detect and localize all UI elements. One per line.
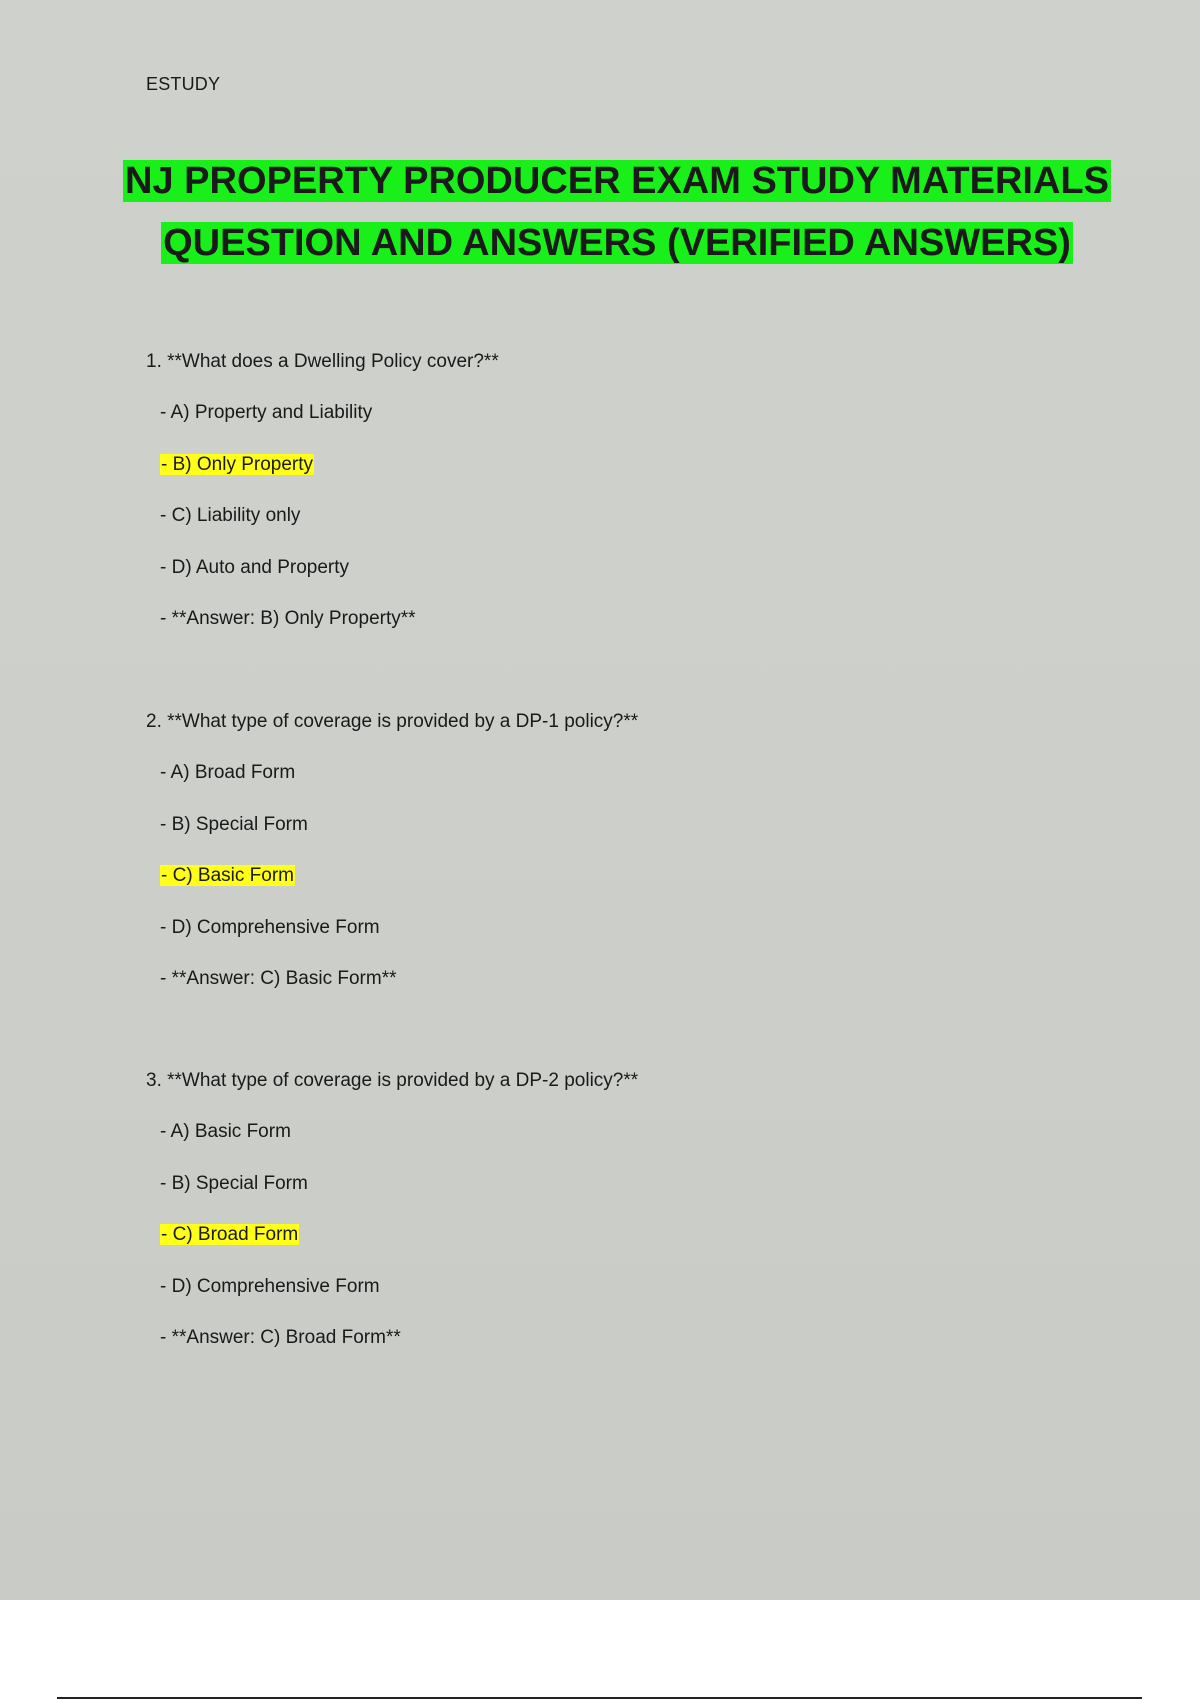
answer-line: - **Answer: C) Broad Form** bbox=[160, 1327, 401, 1348]
document-title bbox=[0, 150, 1200, 274]
option-a: - A) Basic Form bbox=[160, 1121, 291, 1142]
option-c-highlighted: - C) Broad Form bbox=[161, 1224, 299, 1245]
answer-line: - **Answer: B) Only Property** bbox=[160, 608, 416, 629]
answer-line: - **Answer: C) Basic Form** bbox=[160, 968, 397, 989]
option-c-highlighted: - C) Basic Form bbox=[161, 865, 294, 886]
question-text: 2. **What type of coverage is provided by a DP-1 policy?** bbox=[146, 711, 639, 732]
option-a: - A) Broad Form bbox=[160, 762, 296, 783]
footer-divider bbox=[57, 1697, 1142, 1699]
option-c: - C) Liability only bbox=[160, 505, 301, 526]
option-b: - B) Special Form bbox=[160, 814, 308, 835]
option-b: - B) Special Form bbox=[160, 1173, 308, 1194]
option-d: - D) Comprehensive Form bbox=[160, 917, 380, 938]
header-label: ESTUDY bbox=[146, 74, 221, 94]
question-text: 3. **What type of coverage is provided by a DP-2 policy?** bbox=[146, 1070, 639, 1091]
option-d: - D) Auto and Property bbox=[160, 557, 350, 578]
option-b-highlighted: - B) Only Property bbox=[161, 454, 314, 475]
title-line-1: NJ PROPERTY PRODUCER EXAM STUDY MATERIALS bbox=[125, 160, 1109, 202]
option-d: - D) Comprehensive Form bbox=[160, 1276, 380, 1297]
title-line-2: QUESTION AND ANSWERS (VERIFIED ANSWERS) bbox=[163, 222, 1071, 264]
question-text: 1. **What does a Dwelling Policy cover?** bbox=[146, 351, 499, 372]
option-a: - A) Property and Liability bbox=[160, 402, 373, 423]
